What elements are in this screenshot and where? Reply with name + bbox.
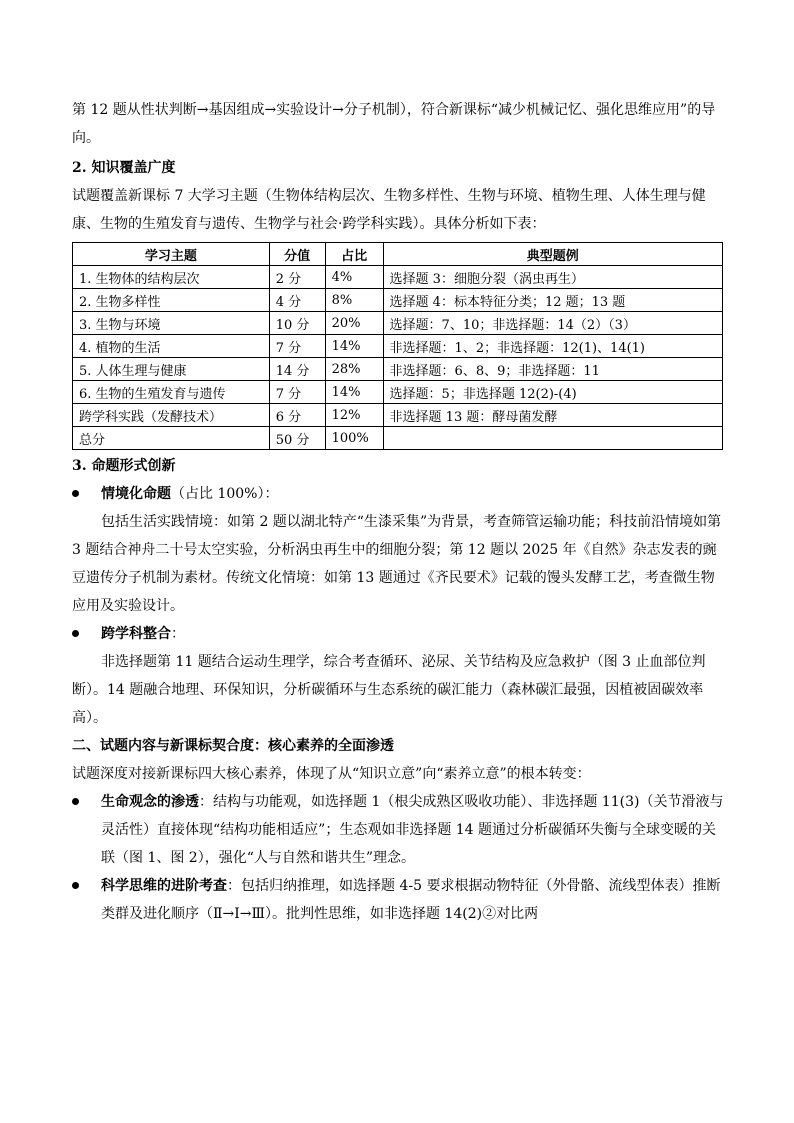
table-row	[73, 289, 723, 312]
topic-coverage-table	[72, 242, 723, 450]
bullet-dot-icon	[72, 630, 79, 637]
cell-score: 7 分	[269, 335, 325, 358]
cell-examples: 非选择题：6、8、9；非选择题：11	[383, 358, 722, 381]
cell-topic: 跨学科实践（发酵技术）	[73, 404, 270, 427]
intro-continuation: 第 12 题从性状判断→基因组成→实验设计→分子机制），符合新课标“减少机械记忆、强化思维应用”的导向。	[72, 102, 716, 146]
cell-ratio: 12%	[325, 404, 383, 427]
cell-topic: 2. 生物多样性	[73, 289, 270, 312]
bullet-dot-icon	[72, 798, 79, 805]
cell-ratio: 20%	[325, 312, 383, 335]
cell-topic: 3. 生物与环境	[73, 312, 270, 335]
table-row	[73, 404, 723, 427]
cell-score: 4 分	[269, 289, 325, 312]
cell-score: 10 分	[269, 312, 325, 335]
interdisciplinary-paragraph: 非选择题第 11 题结合运动生理学，综合考查循环、泌尿、关节结构及应急救护（图 3 止血部位判断）。14 题融合地理、环保知识，分析碳循环与生态系统的碳汇能力（森林碳汇最强，因植被固碳效率高）。	[72, 654, 706, 726]
bullet-title: 生命观念的渗透	[101, 794, 199, 810]
table-row	[73, 335, 723, 358]
part-two-heading: 二、试题内容与新课标契合度：核心素养的全面渗透	[72, 738, 394, 754]
cell-score: 2 分	[269, 266, 325, 289]
header-topic: 学习主题	[73, 243, 270, 266]
cell-topic: 4. 植物的生活	[73, 335, 270, 358]
table-row	[73, 358, 723, 381]
bullet-interdisciplinary	[72, 620, 724, 648]
bullet-text: ：结构与功能观，如选择题 1（根尖成熟区吸收功能）、非选择题 11(3)（关节滑液与灵活性）直接体现“结构功能相适应”；生态观如非选择题 14 题通过分析碳循环失衡与全球变暖的关联（图 1、图 2），强化“人与自然和谐共生”理念。	[101, 794, 724, 866]
cell-ratio: 4%	[325, 266, 383, 289]
bullet-text: （占比 100%）：	[171, 486, 279, 502]
cell-ratio: 14%	[325, 335, 383, 358]
cell-topic: 总分	[73, 427, 270, 450]
cell-examples: 选择题：7、10；非选择题：14（2）（3）	[383, 312, 722, 335]
coverage-description: 试题覆盖新课标 7 大学习主题（生物体结构层次、生物多样性、生物与环境、植物生理、人体生理与健康、生物的生殖发育与遗传、生物学与社会·跨学科实践）。具体分析如下表：	[72, 188, 706, 232]
header-ratio: 占比	[325, 243, 383, 266]
cell-ratio: 8%	[325, 289, 383, 312]
table-row-total	[73, 427, 723, 450]
cell-examples: 非选择题：1、2；非选择题：12(1)、14(1)	[383, 335, 722, 358]
table-header-row	[73, 243, 723, 266]
bullet-title: 情境化命题	[101, 486, 171, 502]
cell-topic: 1. 生物体的结构层次	[73, 266, 270, 289]
cell-examples: 选择题 3：细胞分裂（涡虫再生）	[383, 266, 722, 289]
header-score: 分值	[269, 243, 325, 266]
cell-score: 7 分	[269, 381, 325, 404]
cell-ratio: 28%	[325, 358, 383, 381]
cell-examples: 非选择题 13 题：酵母菌发酵	[383, 404, 722, 427]
cell-examples	[383, 427, 722, 450]
cell-score: 14 分	[269, 358, 325, 381]
cell-topic: 5. 人体生理与健康	[73, 358, 270, 381]
table-row	[73, 266, 723, 289]
cell-examples: 选择题：5；非选择题 12(2)-(4)	[383, 381, 722, 404]
cell-score: 6 分	[269, 404, 325, 427]
cell-examples: 选择题 4：标本特征分类；12 题；13 题	[383, 289, 722, 312]
cell-ratio: 14%	[325, 381, 383, 404]
situational-paragraph: 包括生活实践情境：如第 2 题以湖北特产“生漆采集”为背景，考查筛管运输功能；科技前沿情境如第 3 题结合神舟二十号太空实验，分析涡虫再生中的细胞分裂；第 12 题以 2025 年《自然》杂志发表的豌豆遗传分子机制为素材。传统文化情境：如第 13 题通过《齐民要术》记载的馒头发酵工艺，考查微生物应用及实验设计。	[72, 514, 722, 614]
bullet-life-concept	[72, 788, 724, 872]
bullet-situational	[72, 480, 724, 508]
bullet-dot-icon	[72, 882, 79, 889]
bullet-title: 跨学科整合	[101, 626, 171, 642]
cell-score: 50 分	[269, 427, 325, 450]
cell-topic: 6. 生物的生殖发育与遗传	[73, 381, 270, 404]
bullet-title: 科学思维的进阶考查	[101, 878, 227, 894]
header-examples: 典型题例	[383, 243, 722, 266]
section-heading-innovation: 3. 命题形式创新	[72, 458, 176, 474]
bullet-text: ：包括归纳推理，如选择题 4-5 要求根据动物特征（外骨骼、流线型体表）推断类群及进化顺序（Ⅱ→Ⅰ→Ⅲ）。批判性思维，如非选择题 14(2)②对比两	[101, 878, 721, 922]
part-two-description: 试题深度对接新课标四大核心素养，体现了从“知识立意”向“素养立意”的根本转变：	[72, 766, 591, 782]
bullet-text: ：	[171, 626, 185, 642]
document-content	[72, 96, 724, 928]
bullet-scientific-thinking	[72, 872, 724, 928]
bullet-dot-icon	[72, 490, 79, 497]
cell-ratio: 100%	[325, 427, 383, 450]
table-row	[73, 312, 723, 335]
section-heading-coverage: 2. 知识覆盖广度	[72, 160, 176, 176]
table-row	[73, 381, 723, 404]
